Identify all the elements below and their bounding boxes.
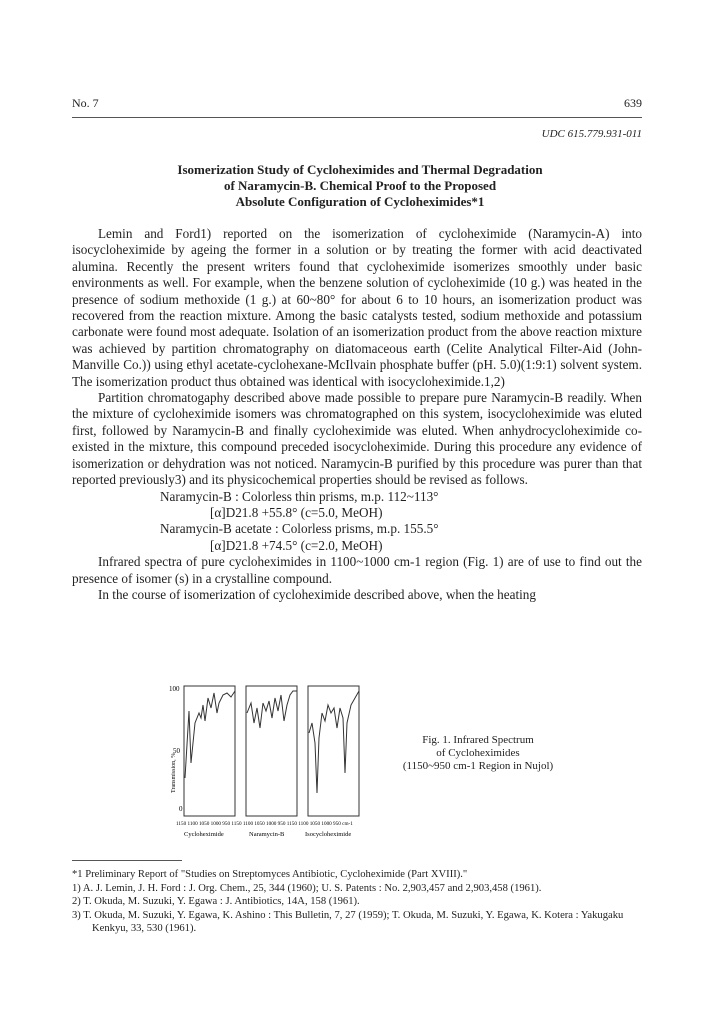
figure-caption xyxy=(388,734,568,773)
property-line-3: Naramycin-B acetate : Colorless prisms, m.p. 155.5° xyxy=(160,521,439,537)
panel-label-1: Cycloheximide xyxy=(184,831,224,838)
y-tick-50: 50 xyxy=(173,747,180,755)
y-axis-label: Transmission, % xyxy=(171,752,177,793)
header-rule xyxy=(72,117,642,118)
property-line-1: Naramycin-B : Colorless thin prisms, m.p. 112~113° xyxy=(160,488,439,504)
caption-line-1: Fig. 1. Infrared Spectrum xyxy=(422,734,534,746)
property-line-2: [α]D21.8 +55.8° (c=5.0, MeOH) xyxy=(210,504,383,520)
spectrum-naramycin-b xyxy=(247,691,297,728)
panel-label-2: Naramycin-B xyxy=(249,831,285,838)
caption-line-3: (1150~950 cm-1 Region in Nujol) xyxy=(402,760,554,772)
spectrum-isocycloheximide xyxy=(309,691,359,793)
paragraph-4: In the course of isomerization of cycloheximide described above, when the heating xyxy=(98,586,536,602)
y-tick-100: 100 xyxy=(169,685,180,693)
footnote-2: 2) T. Okuda, M. Suzuki, Y. Egawa : J. Antibiotics, 14A, 158 (1961). xyxy=(72,896,360,908)
paragraph-2: Partition chromatogaphy described above made possible to prepare pure Naramycin-B readily. When the mixture of cycloheximide isomers was chromatographed on this system, isocycloheximide was eluted first, followed by Naramycin-B and finally cycloheximide was eluted. When anhydrocycloheximide co-existed in the mixture, this compound preceded isocycloheximide. During this procedure any evidence of isomerization or dehydration was not noticed. Naramycin-B purified by this procedure was purer than that reported previously3) and its physicochemical properties should be revised as follows. xyxy=(72,390,642,488)
footnote-3: 3) T. Okuda, M. Suzuki, Y. Egawa, K. Ashino : This Bulletin, 7, 27 (1959); T. Okuda, M. Suzuki, Y. Egawa, K. Kotera : Yakugaku Kenkyu, 33, 530 (1961). xyxy=(72,909,624,935)
footnote-1: 1) A. J. Lemin, J. H. Ford : J. Org. Chem., 25, 344 (1960); U. S. Patents : No. 2,903,457 and 2,903,458 (1961). xyxy=(72,882,542,894)
spectrum-cycloheximide xyxy=(185,691,235,778)
paragraph-1: Lemin and Ford1) reported on the isomerization of cycloheximide (Naramycin-A) into isocycloheximide by ageing the former in a solution or by treating the former with acid deactivated alumina. Recently the present writers found that cycloheximide isomerizes smoothly under basic environments as well. For example, when the benzene solution of cycloheximide (10 g.) was heated in the presence of sodium methoxide (1 g.) at 60~80° for about 6 to 10 hours, an isomerization product was recovered from the reaction mixture. Among the basic catalysts tested, sodium methoxide and potassium carbonate were found most adequate. Isolation of an isomerization product from the above reaction mixture was achieved by partition chromatography on diatomaceous earth (Celite Analytical Filter-Aid (John-Manville Co.)) using ethyl acetate-cyclohexane-McIlvain phosphate buffer (pH. 5.0)(1:9:1) solvent system. The isomerization product thus obtained was identical with isocycloheximide.1,2) xyxy=(72,226,642,389)
caption-line-2: of Cycloheximides xyxy=(436,747,520,759)
x-axis-ticks: 1150 1100 1050 1000 950 1150 1100 1050 1000 950 1150 1100 1050 1000 950 cm-1 xyxy=(176,821,353,827)
article-title xyxy=(90,162,630,210)
udc-code: UDC 615.779.931-011 xyxy=(541,128,642,140)
ir-spectrum-figure xyxy=(165,683,375,843)
panel-frame-2 xyxy=(246,686,297,816)
paragraph-3: Infrared spectra of pure cycloheximides in 1100~1000 cm-1 region (Fig. 1) are of use to find out the presence of isomer (s) in a crystalline compound. xyxy=(72,554,642,586)
article-body xyxy=(72,226,642,603)
page-number: 639 xyxy=(624,96,642,110)
y-tick-0: 0 xyxy=(179,805,183,813)
panel-frame-1 xyxy=(184,686,235,816)
property-line-4: [α]D21.8 +74.5° (c=2.0, MeOH) xyxy=(210,537,383,553)
journal-number: No. 7 xyxy=(72,96,99,110)
title-line-1: Isomerization Study of Cycloheximides and Thermal Degradation xyxy=(177,162,543,177)
title-line-2: of Naramycin-B. Chemical Proof to the Proposed xyxy=(223,178,497,193)
footnote-rule xyxy=(72,860,182,861)
footnote-star: *1 Preliminary Report of "Studies on Streptomyces Antibiotic, Cycloheximide (Part XVIII)." xyxy=(72,869,468,880)
panel-label-3: Isocycloheximide xyxy=(305,831,352,838)
footnotes xyxy=(72,868,642,936)
title-line-3: Absolute Configuration of Cycloheximides*1 xyxy=(235,194,485,209)
